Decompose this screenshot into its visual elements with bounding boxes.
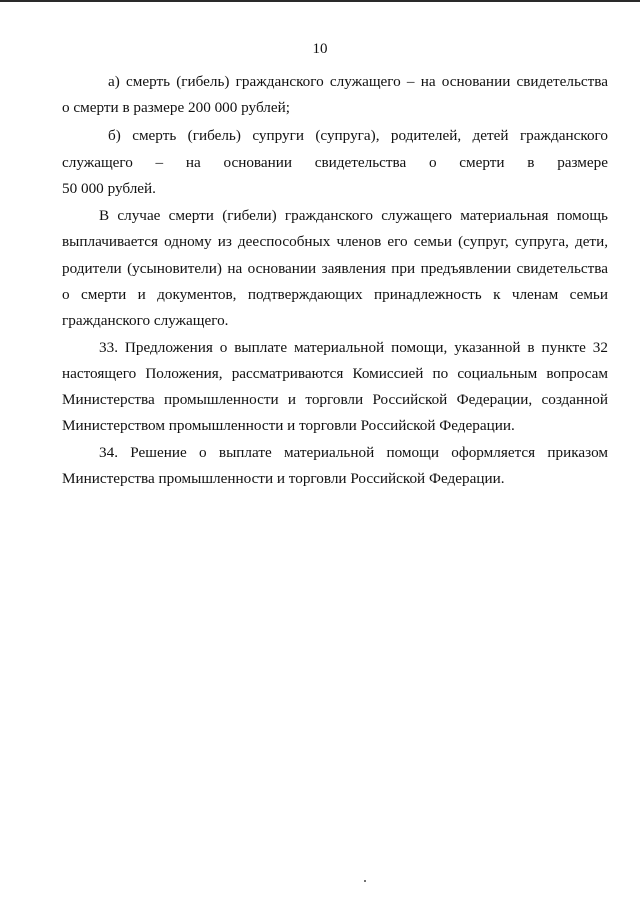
paragraph-a-line-1: а) смерть (гибель) гражданского служащего – на основании свидетельства xyxy=(108,73,608,90)
death-case-line-2: выплачивается одному из дееспособных членов его семьи (супруг, супруга, дети, xyxy=(62,233,608,250)
scan-edge xyxy=(0,0,640,2)
paragraph-b-line-1: б) смерть (гибель) супруги (супруга), родителей, детей гражданского xyxy=(108,127,608,144)
death-case-line-5: гражданского служащего. xyxy=(62,312,229,329)
paragraph-34-line-1: 34. Решение о выплате материальной помощи оформляется приказом xyxy=(99,444,608,461)
paragraph-33-line-3: Министерства промышленности и торговли Российской Федерации, созданной xyxy=(62,391,608,408)
paragraph-33-line-2: настоящего Положения, рассматриваются Комиссией по социальным вопросам xyxy=(62,365,608,382)
page-number: 10 xyxy=(312,41,328,57)
paragraph-33-line-4: Министерством промышленности и торговли Российской Федерации. xyxy=(62,417,515,434)
paragraph-a-line-2: о смерти в размере 200 000 рублей; xyxy=(62,99,290,116)
paragraph-33-line-1: 33. Предложения о выплате материальной помощи, указанной в пункте 32 xyxy=(99,339,608,356)
paragraph-b-line-3: 50 000 рублей. xyxy=(62,180,156,197)
scan-speck xyxy=(364,880,366,882)
death-case-line-1: В случае смерти (гибели) гражданского служащего материальная помощь xyxy=(99,207,608,224)
paragraph-34-line-2: Министерства промышленности и торговли Российской Федерации. xyxy=(62,470,505,487)
paragraph-b-line-2: служащего – на основании свидетельства о смерти в размере xyxy=(62,154,608,171)
death-case-line-4: о смерти и документов, подтверждающих принадлежность к членам семьи xyxy=(62,286,608,303)
death-case-line-3: родители (усыновители) на основании заявления при предъявлении свидетельства xyxy=(62,260,608,277)
